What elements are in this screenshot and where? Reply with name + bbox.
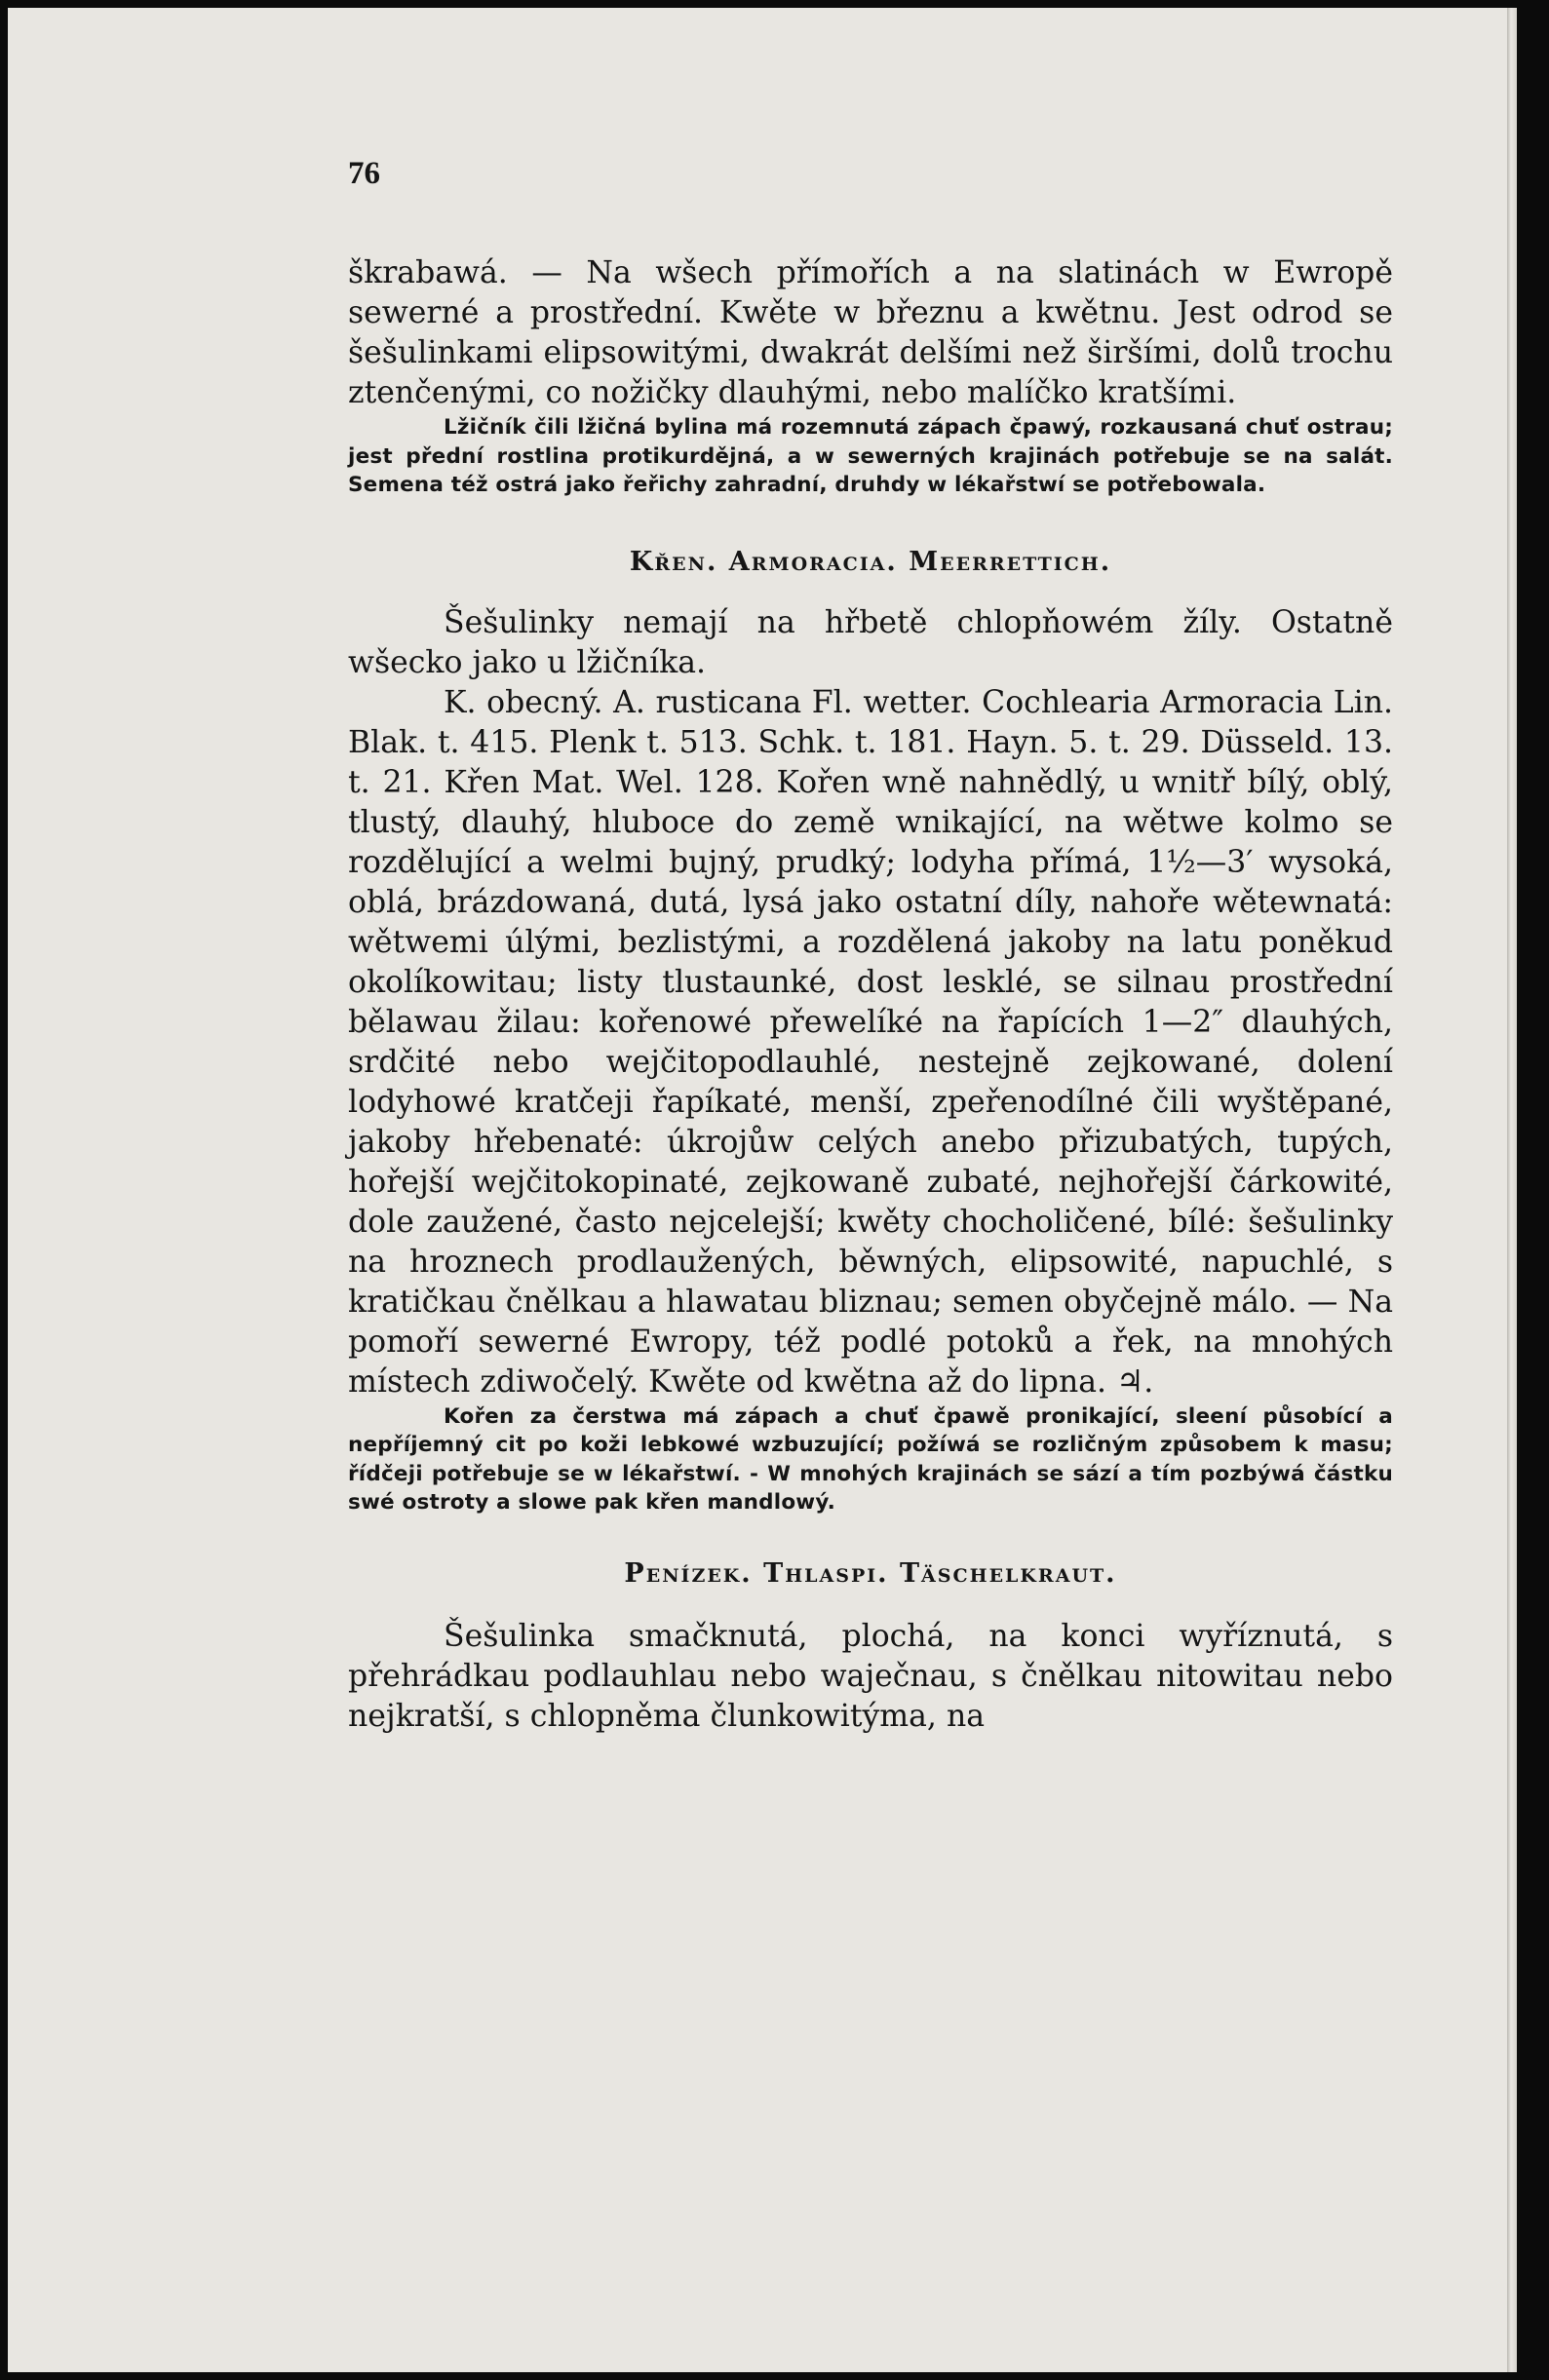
note-lzicnik: Lžičník čili lžičná bylina má rozemnutá zápach čpawý, rozkausaná chuť ostrau; jest přední rostlina protikurdějná, a w sewerných krajinách potřebuje se na salát. Semena též ostrá jako řeřichy zahradní, druhdy w lékařstwí se potřebowala. <box>348 415 1393 497</box>
book-page <box>8 8 1517 2372</box>
page-text-block <box>348 154 1393 1737</box>
paragraph-penizek-genus: Šešulinka smačknutá, plochá, na konci wyříznutá, s přehrádkau podlauhlau nebo waječnau, s čnělkau nitowitau nebo nejkratší, s chlopněma člunkowitýma, na <box>348 1618 1393 1734</box>
paragraph-kren-species: K. obecný. A. rusticana Fl. wetter. Cochlearia Armoracia Lin. Blak. t. 415. Plenk t. 513. Schk. t. 181. Hayn. 5. t. 29. Düsseld. 13. t. 21. Křen Mat. Wel. 128. Kořen wně nahnědlý, u wnitř bílý, oblý, tlustý, dlauhý, hluboce do země wnikající, na wětwe kolmo se rozdělující a welmi bujný, prudký; lodyha přímá, 1½—3′ wysoká, oblá, brázdowaná, dutá, lysá jako ostatní díly, nahoře wětewnatá: wětwemi úlými, bezlistými, a rozdělená jakoby na latu poněkud okolíkowitau; listy tlustaunké, dost lesklé, se silnau prostřední bělawau žilau: kořenowé přewelíké na řapících 1—2″ dlauhých, srdčité nebo wejčitopodlauhlé, nestejně zejkowané, dolení lodyhowé kratčeji řapíkaté, menší, zpeřenodílné čili wyštěpané, jakoby hřebenaté: úkrojůw celých anebo přizubatých, tupých, hořejší wejčitokopinaté, zejkowaně zubaté, nejhořejší čárkowité, dole zaužené, často nejcelejší; kwěty chocholičené, bílé: šešulinky na hroznech prodlaužených, běwných, elipsowité, napuchlé, s kratičkau čnělkau a hlawatau bliznau; semen obyčejně málo. — Na pomoří sewerné Ewropy, též podlé potoků a řek, na mnohých místech zdiwočelý. Kwěte od kwětna až do lipna. ♃. <box>348 684 1393 1400</box>
paragraph-habitat: škrabawá. — Na wšech přímořích a na slatinách w Ewropě sewerné a prostřední. Kwěte w březnu a kwětnu. Jest odrod se šešulinkami elipsowitými, dwakrát delšími než širšími, dolů trochu ztenčenými, co nožičky dlauhými, nebo malíčko kratšími. <box>348 255 1393 410</box>
note-kren: Kořen za čerstwa má zápach a chuť čpawě pronikající, sleení působící a nepříjemný cit po koži lebkowé wzbuzující; požíwá se rozličným způsobem k masu; řídčeji potřebuje se w lékařstwí. - W mnohých krajinách se sází a tím pozbýwá částku swé ostroty a slowe pak křen mandlowý. <box>348 1403 1393 1515</box>
page-number: 76 <box>348 156 380 191</box>
genus-heading-penizek: Penízek. Thlaspi. Täschelkraut. <box>624 1557 1117 1589</box>
paragraph-kren-genus: Šešulinky nemají na hřbetě chlopňowém žíly. Ostatně wšecko jako u lžičníka. <box>348 604 1393 680</box>
genus-heading-kren: Křen. Armoracia. Meerrettich. <box>629 546 1112 577</box>
